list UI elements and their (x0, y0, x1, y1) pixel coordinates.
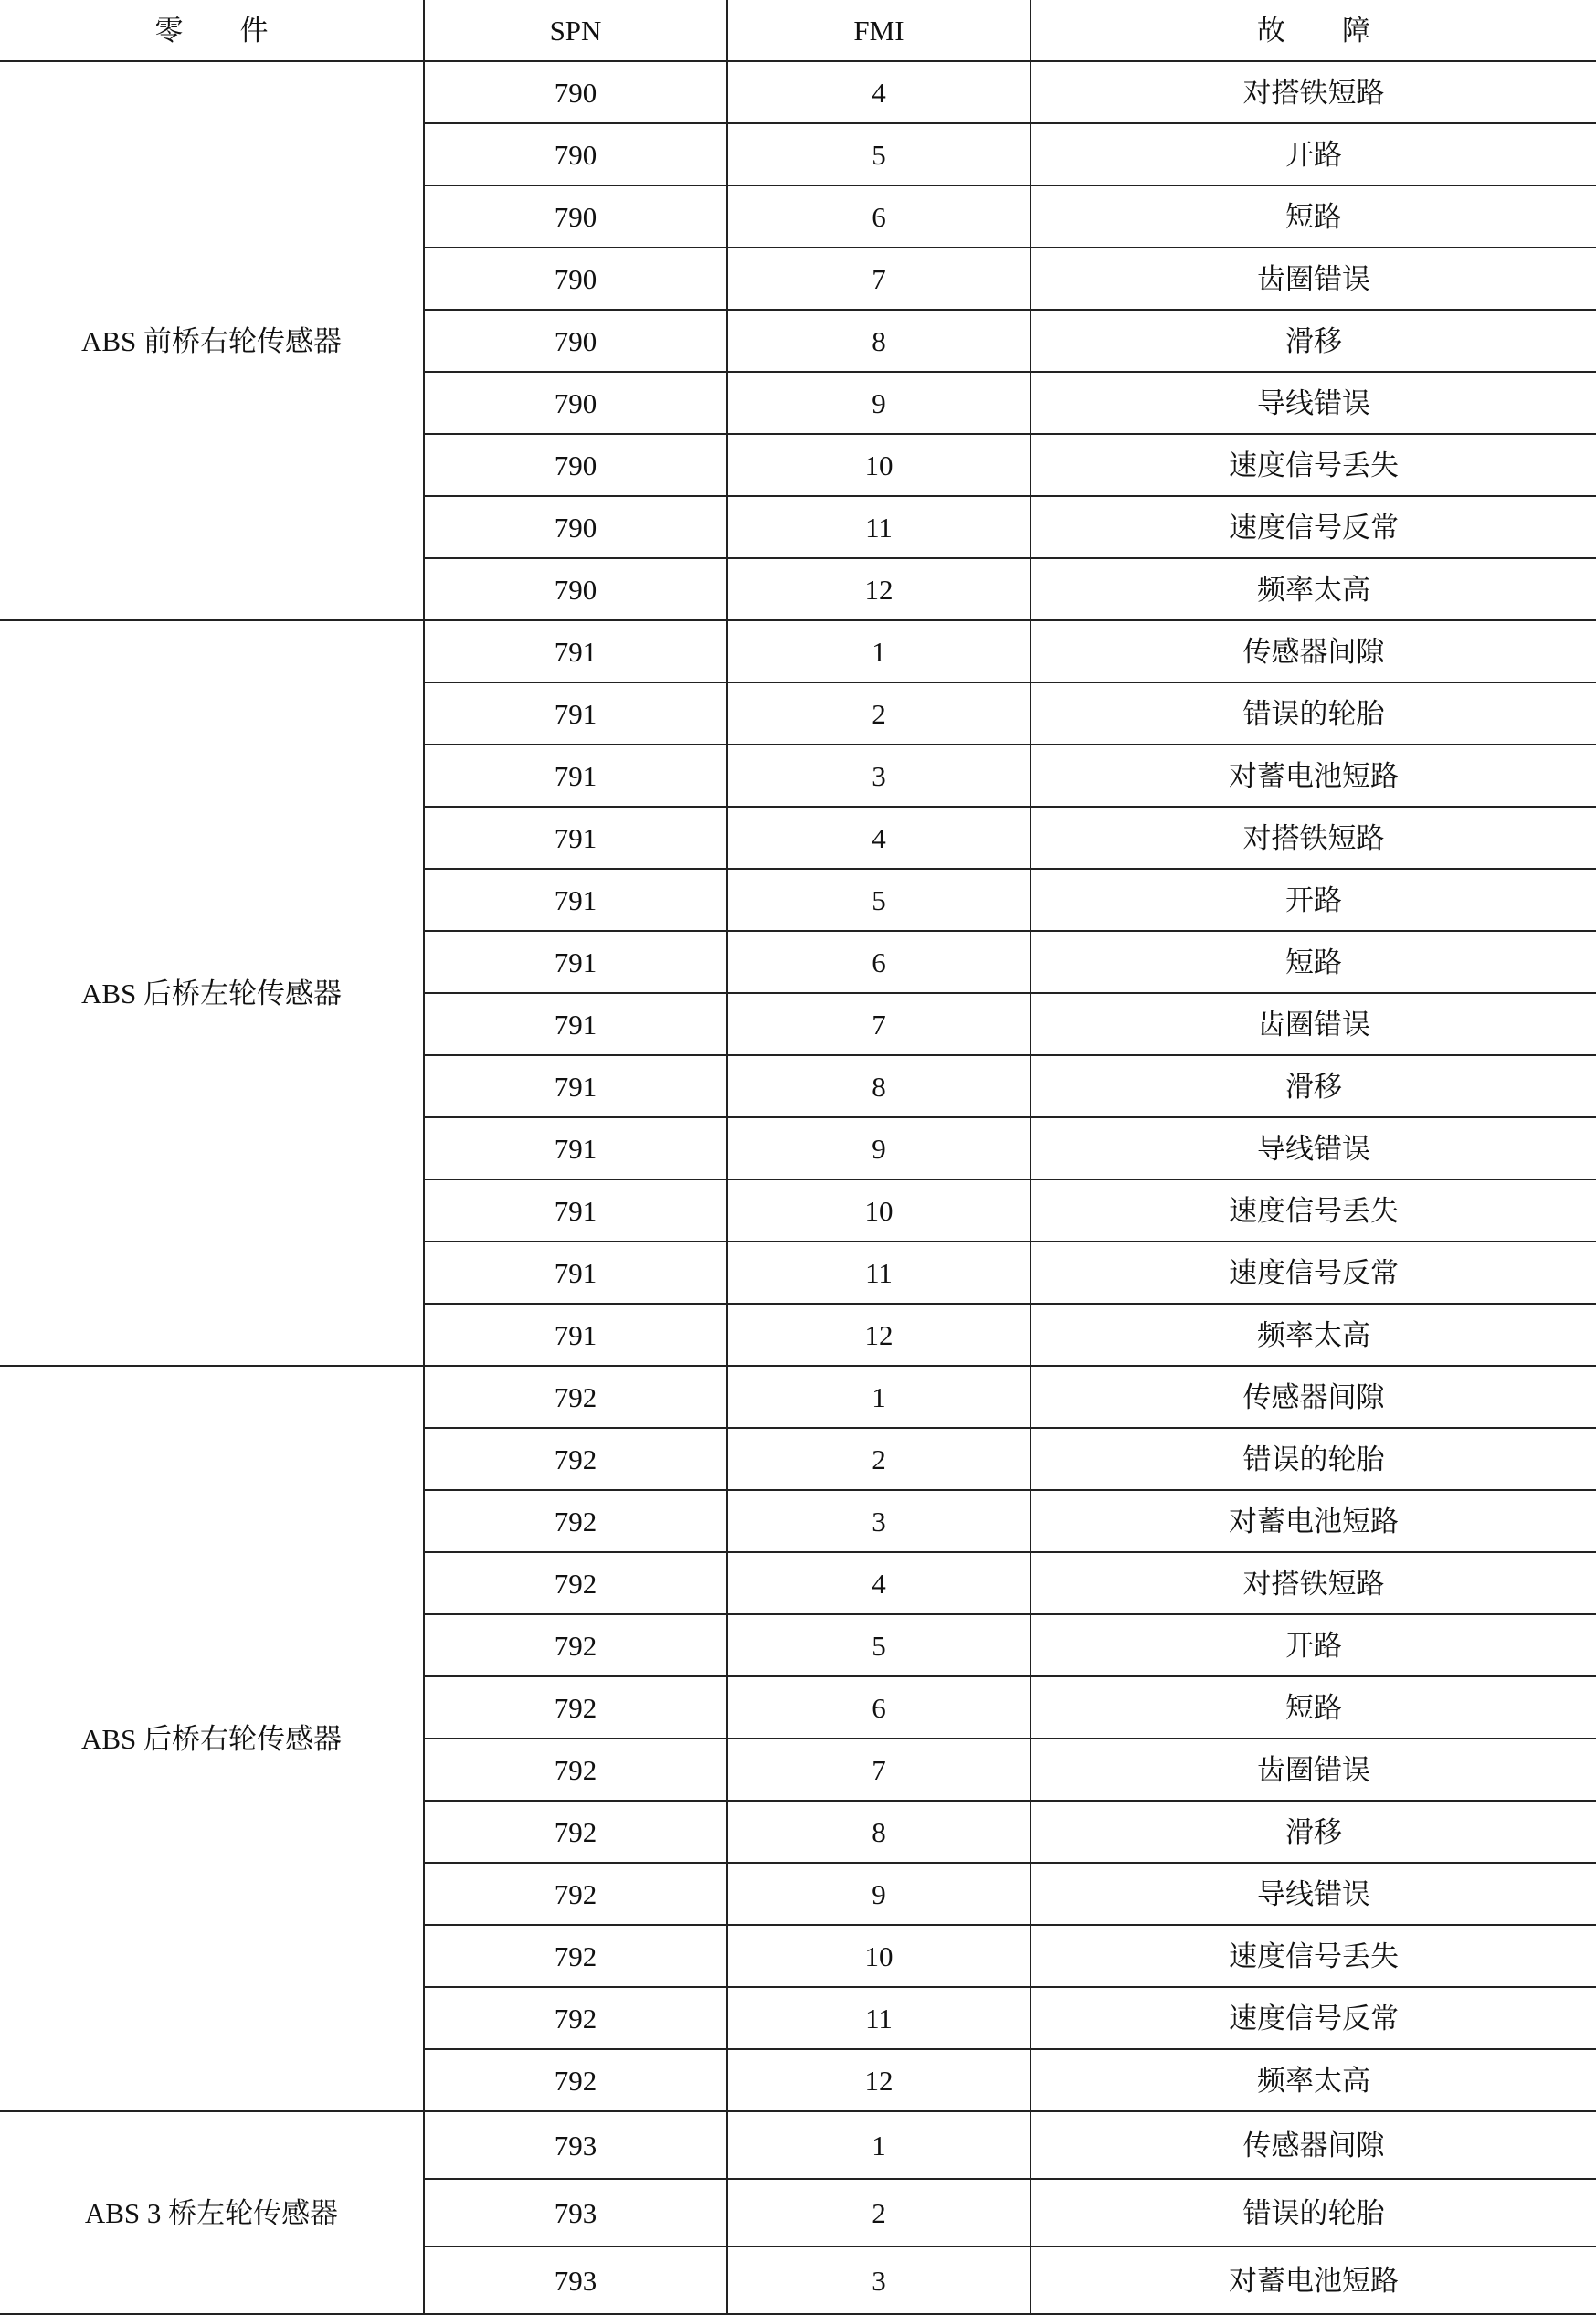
spn-cell: 791 (424, 1117, 727, 1179)
fault-cell: 传感器间隙 (1031, 2111, 1596, 2179)
fmi-cell: 1 (727, 620, 1031, 682)
spn-cell: 790 (424, 310, 727, 372)
fault-cell: 速度信号丢失 (1031, 434, 1596, 496)
part-name-cell: ABS 后桥右轮传感器 (0, 1366, 424, 2111)
fault-cell: 速度信号反常 (1031, 1242, 1596, 1304)
table-row (0, 61, 1596, 123)
fmi-cell: 4 (727, 807, 1031, 869)
spn-cell: 792 (424, 1490, 727, 1552)
fault-cell: 传感器间隙 (1031, 620, 1596, 682)
fault-cell: 导线错误 (1031, 1863, 1596, 1925)
header-row (0, 0, 1596, 61)
spn-cell: 790 (424, 496, 727, 558)
fmi-cell: 1 (727, 1366, 1031, 1428)
fmi-cell: 1 (727, 2111, 1031, 2179)
spn-cell: 791 (424, 745, 727, 807)
spn-cell: 791 (424, 1055, 727, 1117)
spn-cell: 792 (424, 1552, 727, 1614)
spn-cell: 791 (424, 1179, 727, 1242)
fault-cell: 速度信号反常 (1031, 1987, 1596, 2049)
header-part: 零 件 (0, 0, 424, 61)
spn-cell: 793 (424, 2111, 727, 2179)
fault-cell: 滑移 (1031, 1801, 1596, 1863)
fault-cell: 频率太高 (1031, 2049, 1596, 2111)
fmi-cell: 11 (727, 1242, 1031, 1304)
fault-cell: 对蓄电池短路 (1031, 1490, 1596, 1552)
fmi-cell: 4 (727, 1552, 1031, 1614)
spn-cell: 792 (424, 1428, 727, 1490)
spn-cell: 792 (424, 1366, 727, 1428)
fmi-cell: 2 (727, 1428, 1031, 1490)
fault-cell: 导线错误 (1031, 1117, 1596, 1179)
spn-cell: 791 (424, 682, 727, 745)
spn-cell: 791 (424, 807, 727, 869)
fault-cell: 频率太高 (1031, 558, 1596, 620)
fault-cell: 对搭铁短路 (1031, 1552, 1596, 1614)
fault-cell: 频率太高 (1031, 1304, 1596, 1366)
spn-cell: 792 (424, 1739, 727, 1801)
fault-cell: 传感器间隙 (1031, 1366, 1596, 1428)
fmi-cell: 9 (727, 1117, 1031, 1179)
header-fault: 故 障 (1031, 0, 1596, 61)
fmi-cell: 11 (727, 496, 1031, 558)
fmi-cell: 3 (727, 1490, 1031, 1552)
spn-cell: 792 (424, 1801, 727, 1863)
table-row (0, 1366, 1596, 1428)
fault-cell: 对蓄电池短路 (1031, 745, 1596, 807)
spn-cell: 790 (424, 434, 727, 496)
fmi-cell: 5 (727, 869, 1031, 931)
fault-cell: 速度信号丢失 (1031, 1925, 1596, 1987)
fault-cell: 开路 (1031, 869, 1596, 931)
fmi-cell: 9 (727, 372, 1031, 434)
fmi-cell: 7 (727, 1739, 1031, 1801)
fault-cell: 开路 (1031, 123, 1596, 185)
fmi-cell: 10 (727, 1179, 1031, 1242)
fmi-cell: 11 (727, 1987, 1031, 2049)
spn-cell: 791 (424, 620, 727, 682)
part-name-cell: ABS 后桥左轮传感器 (0, 620, 424, 1366)
fmi-cell: 8 (727, 1801, 1031, 1863)
fault-cell: 错误的轮胎 (1031, 682, 1596, 745)
spn-cell: 790 (424, 61, 727, 123)
fmi-cell: 9 (727, 1863, 1031, 1925)
spn-cell: 791 (424, 1242, 727, 1304)
fault-cell: 齿圈错误 (1031, 1739, 1596, 1801)
spn-cell: 792 (424, 1863, 727, 1925)
fmi-cell: 10 (727, 1925, 1031, 1987)
fmi-cell: 8 (727, 1055, 1031, 1117)
fmi-cell: 6 (727, 185, 1031, 248)
fault-cell: 短路 (1031, 1676, 1596, 1739)
spn-cell: 793 (424, 2179, 727, 2246)
spn-cell: 790 (424, 558, 727, 620)
fault-cell: 滑移 (1031, 1055, 1596, 1117)
fmi-cell: 8 (727, 310, 1031, 372)
fmi-cell: 4 (727, 61, 1031, 123)
fmi-cell: 3 (727, 745, 1031, 807)
part-name-cell: ABS 前桥右轮传感器 (0, 61, 424, 620)
table-row (0, 620, 1596, 682)
spn-cell: 793 (424, 2246, 727, 2314)
fmi-cell: 5 (727, 1614, 1031, 1676)
spn-cell: 790 (424, 372, 727, 434)
fault-cell: 速度信号反常 (1031, 496, 1596, 558)
spn-cell: 792 (424, 1925, 727, 1987)
fmi-cell: 6 (727, 931, 1031, 993)
part-name-cell: ABS 3 桥左轮传感器 (0, 2111, 424, 2314)
fmi-cell: 10 (727, 434, 1031, 496)
spn-cell: 791 (424, 869, 727, 931)
spn-cell: 792 (424, 1987, 727, 2049)
fmi-cell: 6 (727, 1676, 1031, 1739)
fmi-cell: 2 (727, 2179, 1031, 2246)
fault-cell: 速度信号丢失 (1031, 1179, 1596, 1242)
fmi-cell: 2 (727, 682, 1031, 745)
spn-cell: 791 (424, 931, 727, 993)
fault-cell: 齿圈错误 (1031, 248, 1596, 310)
table-row (0, 2111, 1596, 2179)
spn-cell: 791 (424, 993, 727, 1055)
spn-cell: 792 (424, 1676, 727, 1739)
fault-cell: 导线错误 (1031, 372, 1596, 434)
fmi-cell: 12 (727, 1304, 1031, 1366)
spn-cell: 790 (424, 123, 727, 185)
spn-cell: 790 (424, 248, 727, 310)
fmi-cell: 12 (727, 558, 1031, 620)
fault-cell: 错误的轮胎 (1031, 1428, 1596, 1490)
fault-cell: 滑移 (1031, 310, 1596, 372)
fmi-cell: 5 (727, 123, 1031, 185)
header-spn: SPN (424, 0, 727, 61)
fault-cell: 开路 (1031, 1614, 1596, 1676)
spn-cell: 792 (424, 2049, 727, 2111)
fault-cell: 齿圈错误 (1031, 993, 1596, 1055)
fault-cell: 对搭铁短路 (1031, 61, 1596, 123)
fault-cell: 对蓄电池短路 (1031, 2246, 1596, 2314)
fmi-cell: 12 (727, 2049, 1031, 2111)
table-header (0, 0, 1596, 61)
fmi-cell: 3 (727, 2246, 1031, 2314)
fault-cell: 短路 (1031, 931, 1596, 993)
spn-cell: 791 (424, 1304, 727, 1366)
fault-cell: 短路 (1031, 185, 1596, 248)
fault-cell: 错误的轮胎 (1031, 2179, 1596, 2246)
fmi-cell: 7 (727, 993, 1031, 1055)
table-body (0, 61, 1596, 2314)
spn-cell: 792 (424, 1614, 727, 1676)
header-fmi: FMI (727, 0, 1031, 61)
fault-cell: 对搭铁短路 (1031, 807, 1596, 869)
fmi-cell: 7 (727, 248, 1031, 310)
spn-cell: 790 (424, 185, 727, 248)
